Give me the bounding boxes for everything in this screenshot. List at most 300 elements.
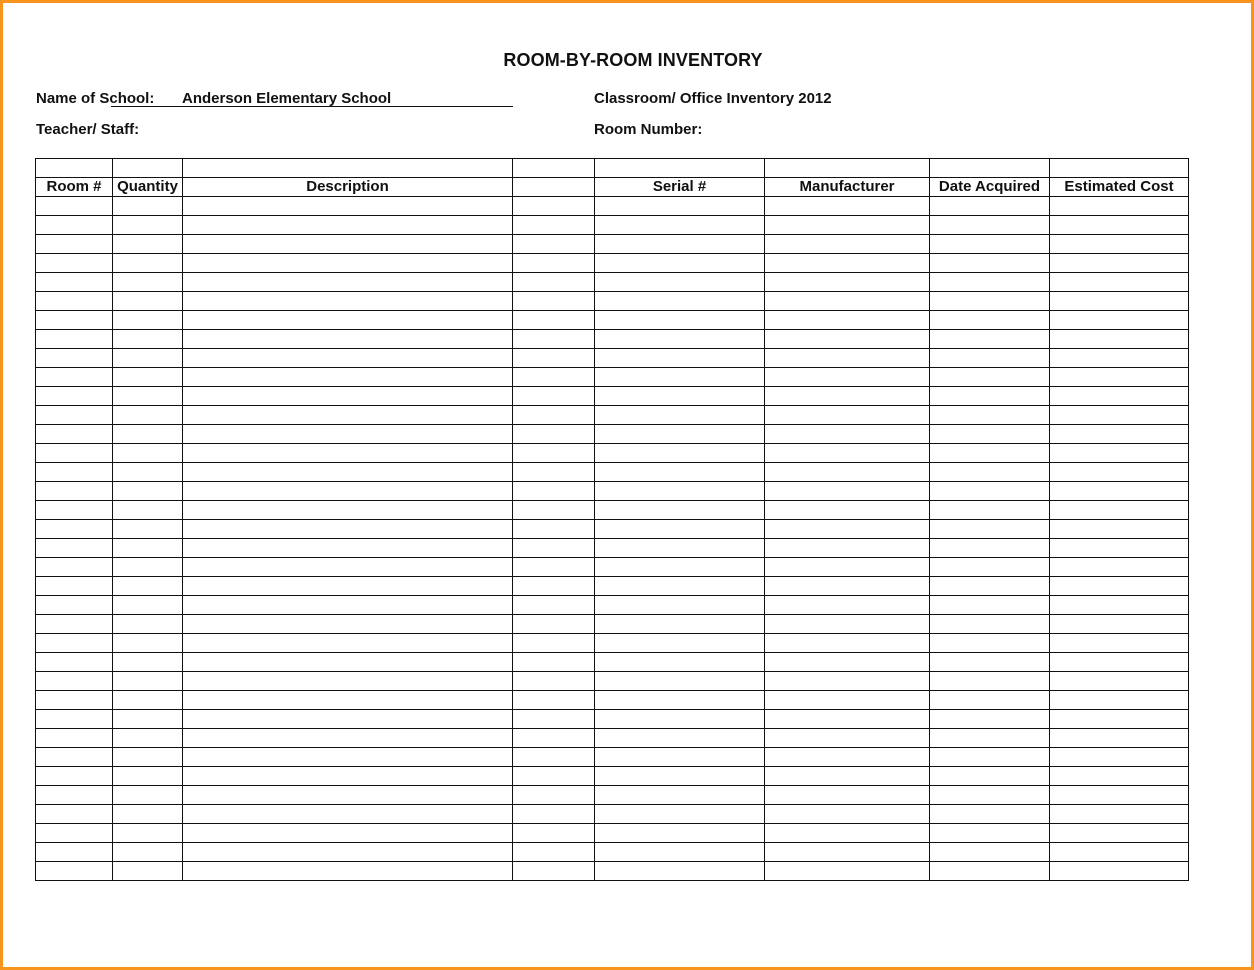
table-cell[interactable] [36,634,113,653]
table-cell[interactable] [595,330,765,349]
table-cell[interactable] [36,197,113,216]
table-cell[interactable] [113,824,183,843]
table-cell[interactable] [36,691,113,710]
table-cell[interactable] [930,805,1050,824]
table-cell[interactable] [183,691,513,710]
table-cell[interactable] [513,425,595,444]
table-cell[interactable] [113,748,183,767]
table-cell[interactable] [183,558,513,577]
table-row [36,349,1189,368]
table-cell[interactable] [765,444,930,463]
table-cell[interactable] [36,330,113,349]
table-cell[interactable] [513,653,595,672]
table-cell[interactable] [595,254,765,273]
table-cell[interactable] [183,292,513,311]
table-cell[interactable] [513,596,595,615]
table-cell[interactable] [930,748,1050,767]
table-cell[interactable] [36,387,113,406]
table-cell[interactable] [930,482,1050,501]
table-cell[interactable] [36,235,113,254]
table-cell[interactable] [113,216,183,235]
table-cell[interactable] [765,406,930,425]
table-cell[interactable] [183,368,513,387]
table-cell[interactable] [513,824,595,843]
table-cell[interactable] [930,767,1050,786]
table-cell[interactable] [113,729,183,748]
table-cell[interactable] [930,786,1050,805]
table-cell[interactable] [595,805,765,824]
inventory-title-label: Classroom/ Office Inventory 2012 [594,90,832,107]
table-cell[interactable] [765,254,930,273]
table-cell[interactable] [1050,273,1189,292]
table-cell[interactable] [113,558,183,577]
table-cell[interactable] [1050,539,1189,558]
table-cell[interactable] [183,254,513,273]
table-cell[interactable] [36,786,113,805]
table-cell[interactable] [113,387,183,406]
table-cell[interactable] [595,235,765,254]
table-cell[interactable] [183,425,513,444]
table-cell[interactable] [765,805,930,824]
table-cell[interactable] [183,235,513,254]
table-cell[interactable] [1050,653,1189,672]
table-cell[interactable] [36,710,113,729]
table-cell[interactable] [513,463,595,482]
table-cell[interactable] [513,235,595,254]
table-cell[interactable] [113,691,183,710]
table-row [36,843,1189,862]
table-cell[interactable] [930,197,1050,216]
table-cell[interactable] [1050,197,1189,216]
table-cell[interactable] [183,311,513,330]
table-cell[interactable] [113,254,183,273]
table-cell[interactable] [513,254,595,273]
table-cell[interactable] [595,368,765,387]
table-cell[interactable] [513,501,595,520]
table-cell[interactable] [513,558,595,577]
table-cell[interactable] [930,577,1050,596]
table-cell[interactable] [765,539,930,558]
table-cell[interactable] [765,729,930,748]
table-cell[interactable] [183,729,513,748]
table-cell[interactable] [183,805,513,824]
table-cell[interactable] [1050,482,1189,501]
table-cell[interactable] [765,748,930,767]
table-cell[interactable] [513,197,595,216]
table-cell[interactable] [113,330,183,349]
table-cell[interactable] [1050,425,1189,444]
table-cell[interactable] [113,862,183,881]
table-cell[interactable] [1050,824,1189,843]
table-cell[interactable] [113,672,183,691]
table-cell[interactable] [113,786,183,805]
table-cell[interactable] [930,691,1050,710]
table-cell[interactable] [1050,349,1189,368]
table-cell[interactable] [930,406,1050,425]
table-cell[interactable] [36,425,113,444]
table-cell[interactable] [36,558,113,577]
table-cell[interactable] [36,615,113,634]
table-cell[interactable] [595,463,765,482]
table-cell[interactable] [595,729,765,748]
table-cell[interactable] [1050,311,1189,330]
table-cell[interactable] [113,311,183,330]
table-cell[interactable] [765,691,930,710]
table-cell[interactable] [183,710,513,729]
table-cell[interactable] [36,672,113,691]
table-cell[interactable] [765,520,930,539]
table-cell[interactable] [513,387,595,406]
table-cell[interactable] [765,786,930,805]
table-cell[interactable] [183,330,513,349]
table-cell[interactable] [36,216,113,235]
table-cell[interactable] [183,501,513,520]
table-cell[interactable] [930,330,1050,349]
table-cell[interactable] [36,273,113,292]
table-cell[interactable] [36,843,113,862]
table-cell[interactable] [765,482,930,501]
table-cell[interactable] [1050,634,1189,653]
table-cell[interactable] [113,406,183,425]
table-cell[interactable] [1050,292,1189,311]
table-cell[interactable] [595,748,765,767]
table-cell[interactable] [183,653,513,672]
table-cell[interactable] [930,520,1050,539]
table-cell[interactable] [595,482,765,501]
table-cell[interactable] [930,425,1050,444]
table-cell[interactable] [36,444,113,463]
table-cell[interactable] [113,710,183,729]
table-cell[interactable] [183,615,513,634]
table-cell[interactable] [765,501,930,520]
table-cell[interactable] [183,197,513,216]
table-cell[interactable] [765,273,930,292]
table-cell[interactable] [1050,520,1189,539]
table-cell[interactable] [595,216,765,235]
table-cell[interactable] [765,577,930,596]
table-cell[interactable] [930,653,1050,672]
table-cell[interactable] [113,235,183,254]
table-cell[interactable] [765,235,930,254]
table-row [36,425,1189,444]
table-cell[interactable] [1050,672,1189,691]
table-cell[interactable] [1050,577,1189,596]
table-cell[interactable] [36,653,113,672]
table-cell[interactable] [765,197,930,216]
table-cell[interactable] [36,748,113,767]
table-cell[interactable] [513,292,595,311]
table-cell[interactable] [183,767,513,786]
table-cell[interactable] [765,710,930,729]
table-row [36,292,1189,311]
table-cell[interactable] [36,805,113,824]
table-cell[interactable] [595,197,765,216]
table-cell[interactable] [183,387,513,406]
table-cell[interactable] [36,349,113,368]
table-cell[interactable] [183,862,513,881]
table-cell[interactable] [36,254,113,273]
table-cell[interactable] [183,482,513,501]
table-cell[interactable] [113,577,183,596]
table-cell[interactable] [513,634,595,653]
table-cell[interactable] [113,197,183,216]
table-cell[interactable] [113,615,183,634]
table-cell[interactable] [36,767,113,786]
table-cell[interactable] [595,539,765,558]
table-cell[interactable] [113,273,183,292]
table-cell[interactable] [930,710,1050,729]
table-cell[interactable] [765,311,930,330]
table-cell[interactable] [36,501,113,520]
table-cell[interactable] [765,615,930,634]
table-cell[interactable] [930,558,1050,577]
table-cell[interactable] [113,463,183,482]
table-cell[interactable] [36,463,113,482]
table-cell[interactable] [930,254,1050,273]
table-cell[interactable] [765,216,930,235]
table-cell[interactable] [513,482,595,501]
table-cell[interactable] [183,672,513,691]
table-row [36,672,1189,691]
table-cell[interactable] [595,767,765,786]
table-cell[interactable] [930,672,1050,691]
table-cell[interactable] [1050,216,1189,235]
table-cell[interactable] [930,349,1050,368]
table-cell[interactable] [1050,406,1189,425]
table-cell[interactable] [183,216,513,235]
table-cell[interactable] [513,349,595,368]
table-cell[interactable] [36,406,113,425]
table-cell[interactable] [113,349,183,368]
table-cell[interactable] [595,634,765,653]
table-cell[interactable] [595,615,765,634]
table-cell[interactable] [513,311,595,330]
table-cell[interactable] [765,596,930,615]
table-cell[interactable] [183,786,513,805]
table-cell[interactable] [765,463,930,482]
table-cell[interactable] [36,368,113,387]
table-cell[interactable] [1050,691,1189,710]
table-cell[interactable] [765,843,930,862]
table-cell[interactable] [765,672,930,691]
table-cell[interactable] [113,444,183,463]
table-cell[interactable] [1050,501,1189,520]
table-cell[interactable] [36,577,113,596]
table-cell[interactable] [513,805,595,824]
table-cell[interactable] [930,634,1050,653]
table-cell[interactable] [183,520,513,539]
table-cell[interactable] [36,596,113,615]
table-cell[interactable] [513,539,595,558]
table-cell[interactable] [1050,615,1189,634]
table-cell[interactable] [765,862,930,881]
table-cell[interactable] [595,786,765,805]
table-cell[interactable] [1050,786,1189,805]
table-cell[interactable] [513,691,595,710]
table-cell[interactable] [930,444,1050,463]
table-cell[interactable] [930,292,1050,311]
table-cell[interactable] [930,463,1050,482]
table-cell[interactable] [595,577,765,596]
table-cell[interactable] [513,444,595,463]
table-cell[interactable] [113,596,183,615]
table-cell[interactable] [513,406,595,425]
table-cell[interactable] [36,311,113,330]
table-cell[interactable] [36,292,113,311]
table-cell[interactable] [513,843,595,862]
table-cell[interactable] [595,406,765,425]
table-cell [36,159,113,178]
table-cell[interactable] [1050,805,1189,824]
table-cell[interactable] [595,501,765,520]
table-cell[interactable] [1050,387,1189,406]
table-cell[interactable] [1050,710,1189,729]
table-cell[interactable] [930,843,1050,862]
table-cell[interactable] [930,235,1050,254]
table-cell[interactable] [113,292,183,311]
table-cell[interactable] [1050,862,1189,881]
table-cell[interactable] [1050,235,1189,254]
table-row [36,596,1189,615]
table-cell[interactable] [36,520,113,539]
table-cell[interactable] [930,501,1050,520]
table-cell[interactable] [113,425,183,444]
column-header: Description [183,178,513,197]
table-cell[interactable] [183,349,513,368]
table-cell[interactable] [513,273,595,292]
table-cell[interactable] [183,577,513,596]
table-cell[interactable] [765,634,930,653]
table-cell[interactable] [595,520,765,539]
table-cell[interactable] [513,786,595,805]
table-cell[interactable] [930,596,1050,615]
table-cell[interactable] [930,824,1050,843]
table-cell[interactable] [113,634,183,653]
table-cell[interactable] [1050,463,1189,482]
table-cell[interactable] [595,292,765,311]
table-cell[interactable] [183,539,513,558]
table-row [36,311,1189,330]
table-cell[interactable] [765,653,930,672]
table-cell[interactable] [595,672,765,691]
table-cell[interactable] [1050,558,1189,577]
table-row [36,197,1189,216]
table-cell[interactable] [513,330,595,349]
table-cell[interactable] [513,748,595,767]
table-cell[interactable] [595,273,765,292]
table-cell[interactable] [765,349,930,368]
table-cell[interactable] [765,824,930,843]
table-cell[interactable] [595,311,765,330]
table-cell[interactable] [765,558,930,577]
table-cell[interactable] [513,710,595,729]
table-cell[interactable] [930,539,1050,558]
table-cell[interactable] [513,577,595,596]
table-cell[interactable] [1050,254,1189,273]
table-cell[interactable] [113,805,183,824]
table-cell[interactable] [183,748,513,767]
table-cell[interactable] [513,615,595,634]
table-cell[interactable] [1050,729,1189,748]
table-cell[interactable] [1050,444,1189,463]
table-cell[interactable] [513,368,595,387]
table-cell[interactable] [1050,368,1189,387]
table-cell[interactable] [595,387,765,406]
table-row [36,368,1189,387]
table-cell[interactable] [36,482,113,501]
table-cell[interactable] [113,482,183,501]
table-cell[interactable] [765,330,930,349]
table-cell[interactable] [513,729,595,748]
table-cell[interactable] [513,672,595,691]
table-cell[interactable] [595,862,765,881]
table-cell[interactable] [513,520,595,539]
table-cell[interactable] [765,368,930,387]
table-cell[interactable] [183,634,513,653]
table-cell[interactable] [930,387,1050,406]
table-cell[interactable] [765,425,930,444]
table-cell[interactable] [595,558,765,577]
table-cell[interactable] [36,539,113,558]
table-cell[interactable] [595,425,765,444]
table-cell[interactable] [1050,843,1189,862]
table-cell[interactable] [113,539,183,558]
table-cell[interactable] [765,387,930,406]
table-cell[interactable] [765,767,930,786]
table-cell[interactable] [36,824,113,843]
table-cell[interactable] [183,843,513,862]
table-cell[interactable] [113,501,183,520]
table-cell[interactable] [36,729,113,748]
table-cell[interactable] [513,216,595,235]
table-cell[interactable] [183,824,513,843]
table-cell[interactable] [595,824,765,843]
table-cell[interactable] [513,862,595,881]
table-cell[interactable] [1050,748,1189,767]
table-cell[interactable] [513,767,595,786]
table-cell[interactable] [595,444,765,463]
table-cell[interactable] [113,653,183,672]
table-cell[interactable] [595,691,765,710]
table-cell[interactable] [595,349,765,368]
table-cell[interactable] [183,444,513,463]
table-cell[interactable] [595,843,765,862]
table-cell[interactable] [113,843,183,862]
table-cell[interactable] [183,273,513,292]
table-cell[interactable] [113,520,183,539]
table-cell[interactable] [113,368,183,387]
table-cell[interactable] [930,729,1050,748]
table-cell[interactable] [930,216,1050,235]
table-cell[interactable] [1050,596,1189,615]
table-cell[interactable] [595,710,765,729]
table-cell[interactable] [183,463,513,482]
table-cell[interactable] [930,311,1050,330]
table-cell[interactable] [183,406,513,425]
table-cell[interactable] [1050,330,1189,349]
table-cell[interactable] [183,596,513,615]
table-cell[interactable] [595,653,765,672]
table-cell[interactable] [930,368,1050,387]
table-cell[interactable] [930,862,1050,881]
table-cell[interactable] [765,292,930,311]
table-cell[interactable] [1050,767,1189,786]
table-cell[interactable] [930,615,1050,634]
table-cell[interactable] [930,273,1050,292]
table-cell[interactable] [595,596,765,615]
table-cell[interactable] [36,862,113,881]
table-cell[interactable] [113,767,183,786]
